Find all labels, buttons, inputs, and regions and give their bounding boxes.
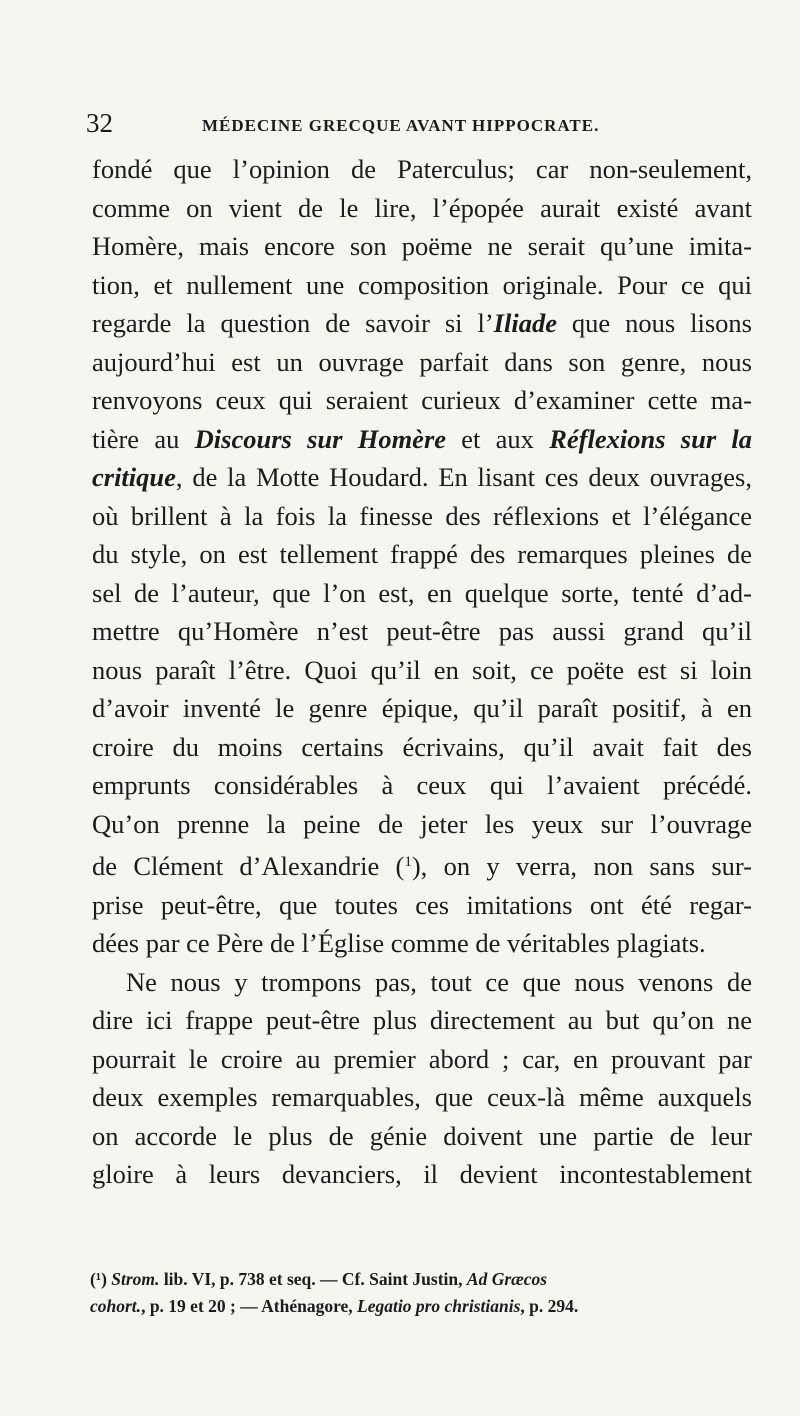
page-header [86,108,746,142]
text-run: , p. 19 et 20 ; — Athénagore, [141,1296,358,1316]
text-line: emprunts considérables à ceux qui l’avaient précédé. [92,770,752,800]
text-line [92,843,752,886]
footnote-line [90,1293,755,1320]
citation-title: Ad Græcos [466,1269,548,1289]
text-line: Qu’on prenne la peine de jeter les yeux sur l’ouvrage [92,808,752,839]
book-title-reflexions: Réflexions sur la [549,423,753,454]
main-text [92,150,752,1194]
text-line: Ne nous y trompons pas, tout ce que nous venons de [126,966,752,997]
text-line [92,304,752,343]
book-title-critique: critique [92,462,176,492]
page-number: 32 [86,108,113,138]
text-line: sel de l’auteur, que l’on est, en quelque sorte, tenté d’ad- [92,577,752,608]
text-line: tion, et nullement une composition originale. Pour ce qui [92,269,752,300]
citation-title: Legatio pro christianis [357,1296,521,1316]
text-line: Homère, mais encore son poëme ne serait qu’une imita- [92,231,752,261]
text-line: du style, on est tellement frappé des remarques pleines de [92,539,752,569]
text-line: croire du moins certains écrivains, qu’il avait fait des [92,731,752,762]
footnote-mark: (¹) [90,1269,112,1289]
running-head: MÉDECINE GRECQUE AVANT HIPPOCRATE. [202,116,600,135]
footnote [90,1266,755,1320]
text-run: de Clément d’Alexandrie ( [92,851,405,881]
citation-title: Strom. [111,1269,160,1289]
text-line: nous paraît l’être. Quoi qu’il en soit, ce poëte est si loin [92,654,752,685]
text-line: aujourd’hui est un ouvrage parfait dans son genre, nous [92,346,752,377]
text-line: prise peut-être, que toutes ces imitations ont été regar- [92,889,752,920]
book-title-discours: Discours sur Homère [194,423,447,454]
text-line: on accorde le plus de génie doivent une partie de leur [92,1120,752,1151]
text-line: deux exemples remarquables, que ceux-là même auxquels [92,1082,752,1112]
text-line: d’avoir inventé le genre épique, qu’il paraît positif, à en [92,693,752,723]
text-line: gloire à leurs devanciers, il devient incontestablement [92,1159,752,1189]
text-run: ), on y verra, non sans sur- [411,851,752,881]
text-line: dire ici frappe peut-être plus directement au but qu’on ne [92,1005,752,1035]
text-line [92,420,752,459]
text-line: pourrait le croire au premier abord ; car, en prouvant par [92,1043,752,1074]
text-run: tière au [92,423,195,454]
text-line: où brillent à la fois la finesse des réflexions et l’élégance [92,500,752,531]
text-run: lib. VI, p. 738 et seq. — Cf. Saint Justin, [159,1269,467,1289]
text-line [92,458,752,497]
text-line: fondé que l’opinion de Paterculus; car non-seulement, [92,154,752,184]
text-line: comme on vient de le lire, l’épopée aurait existé avant [92,192,752,223]
text-line: mettre qu’Homère n’est peut-être pas aussi grand qu’il [92,616,752,646]
text-run: et aux [446,423,550,454]
text-run: regarde la question de savoir si l’ [92,308,494,338]
footnote-reference: 1 [404,854,412,870]
text-line: dées par ce Père de l’Église comme de véritables plagiats. [92,928,706,958]
text-run: , de la Motte Houdard. En lisant ces deux ouvrages, [175,462,752,492]
text-run: que nous lisons [556,308,752,338]
footnote-line [90,1266,755,1293]
citation-title: cohort. [90,1296,142,1316]
text-run: , p. 294. [520,1296,579,1316]
book-title-iliade: Iliade [493,308,557,338]
text-line: renvoyons ceux qui seraient curieux d’examiner cette ma- [92,385,752,415]
